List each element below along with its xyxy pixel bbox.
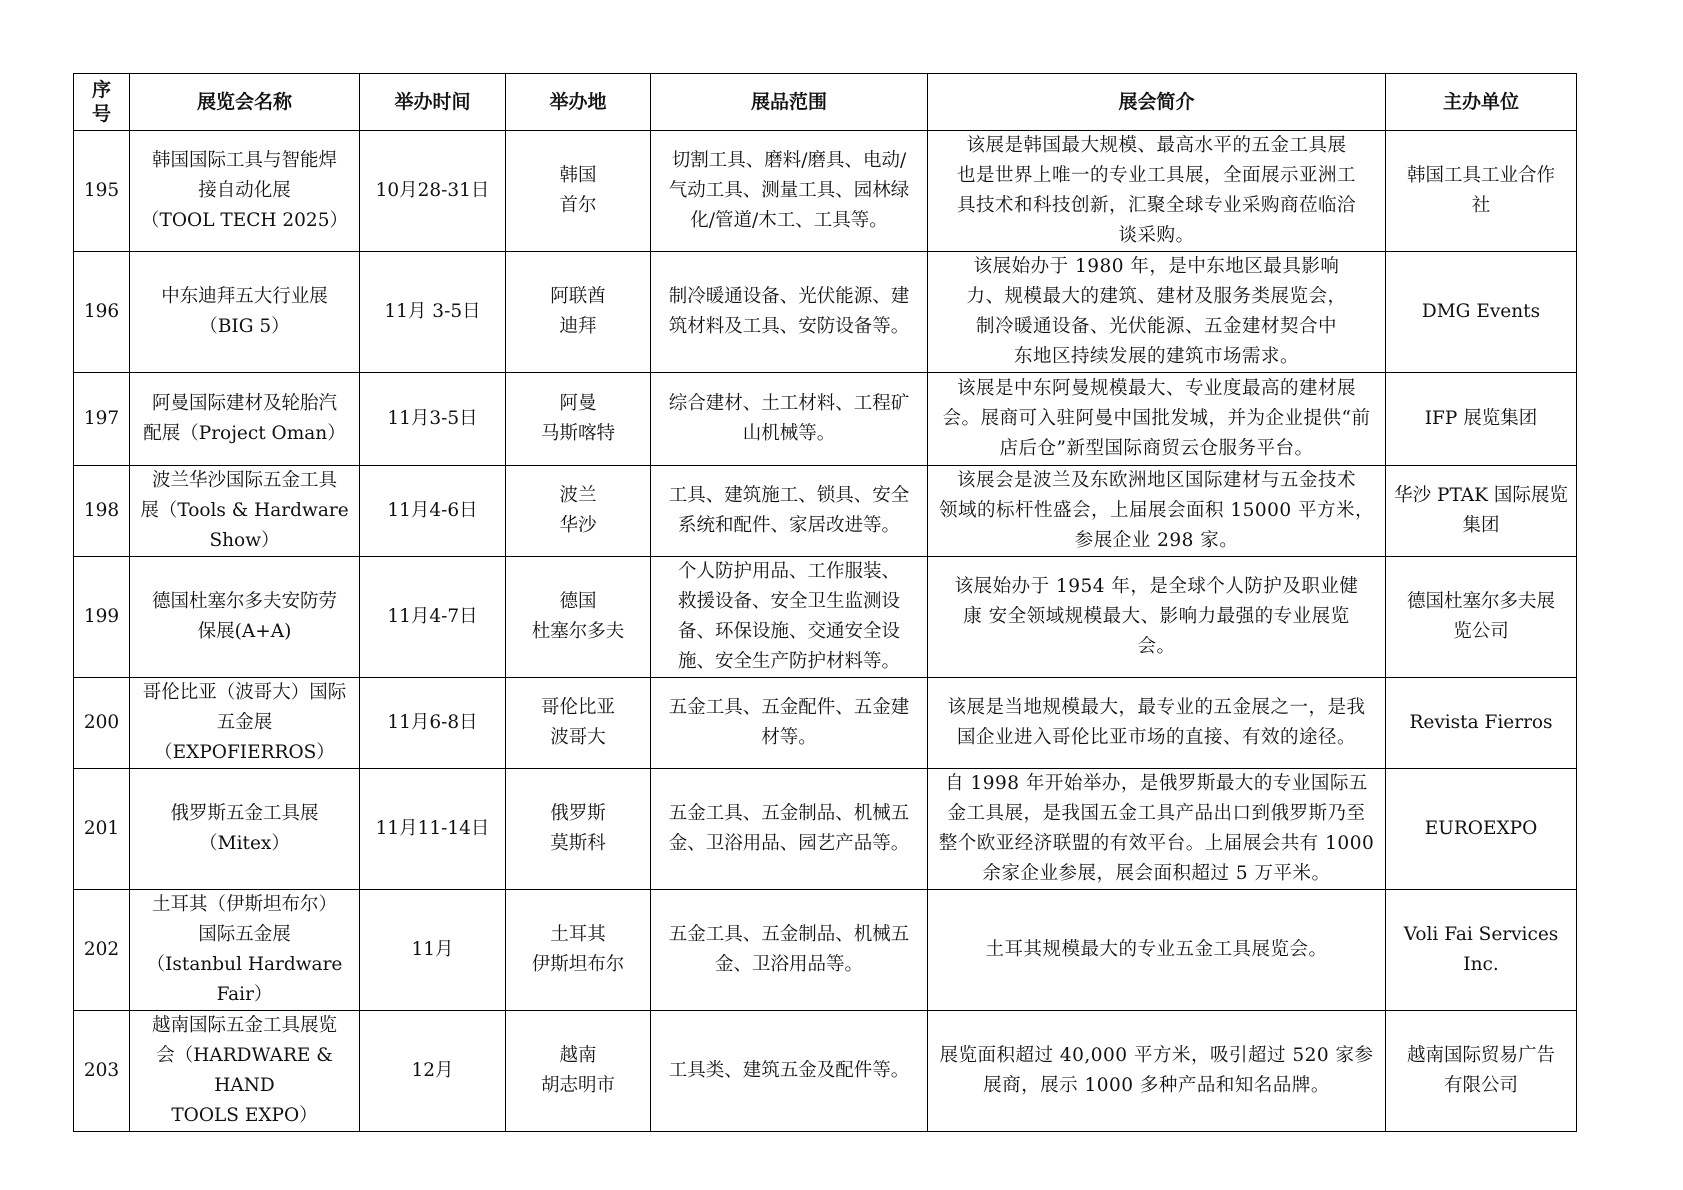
exhibition-name-cell — [130, 131, 360, 252]
cell-text-line: 材等。 — [761, 727, 817, 748]
cell-text-line: 德国杜塞尔多夫展 — [1406, 591, 1555, 612]
venue-cell — [506, 1011, 651, 1132]
cell-text-line: 土耳其 — [550, 924, 606, 945]
cell-text-line: 切割工具、磨料/磨具、电动/ — [671, 150, 907, 171]
cell-text-line: 五金工具、五金配件、五金建 — [668, 697, 910, 718]
cell-text-line: 中东迪拜五大行业展 — [161, 286, 328, 307]
cell-text-line: 该展始办于 1954 年，是全球个人防护及职业健 — [954, 576, 1359, 597]
cell-text-line: 展（Tools & Hardware — [140, 500, 349, 521]
cell-text-line: 五金工具、五金制品、机械五 — [668, 924, 910, 945]
cell-text-line: 会。展商可入驻阿曼中国批发城，并为企业提供“前 — [942, 408, 1371, 429]
cell-text-line: Revista Fierros — [1409, 712, 1553, 733]
product-scope-cell — [651, 466, 928, 557]
exhibition-table — [73, 73, 1577, 1132]
cell-text-line: Inc. — [1463, 954, 1499, 975]
cell-text-line: 工具类、建筑五金及配件等。 — [668, 1060, 910, 1081]
cell-text-line: 个人防护用品、工作服装、 — [677, 561, 900, 582]
header-venue: 举办地 — [506, 74, 651, 131]
table-row — [74, 890, 1577, 1011]
organizer-cell — [1386, 373, 1577, 466]
cell-text-line: 该展是中东阿曼规模最大、专业度最高的建材展 — [956, 378, 1356, 399]
cell-text-line: 工具、建筑施工、锁具、安全 — [668, 485, 910, 506]
cell-text-line: 东地区持续发展的建筑市场需求。 — [1013, 346, 1299, 367]
header-serial-number: 序号 — [74, 74, 130, 131]
product-scope-cell — [651, 769, 928, 890]
serial-number-cell: 202 — [74, 890, 130, 1011]
cell-text-line: 国企业进入哥伦比亚市场的直接、有效的途径。 — [956, 727, 1356, 748]
cell-text-line: 土耳其（伊斯坦布尔） — [151, 894, 337, 915]
cell-text-line: 越南国际贸易广告 — [1406, 1045, 1555, 1066]
cell-text-line: 自 1998 年开始举办，是俄罗斯最大的专业国际五 — [945, 773, 1368, 794]
cell-text-line: DMG Events — [1421, 301, 1541, 322]
header-product-scope: 展品范围 — [651, 74, 928, 131]
cell-text-line: 会（HARDWARE & HAND — [156, 1045, 333, 1096]
product-scope-cell — [651, 131, 928, 252]
header-row — [74, 74, 1577, 131]
cell-text-line: 余家企业参展，展会面积超过 5 万平米。 — [982, 863, 1331, 884]
cell-text-line: 华沙 PTAK 国际展览 — [1394, 485, 1568, 506]
cell-text-line: 筑材料及工具、安防设备等。 — [668, 316, 910, 337]
exhibition-name-cell — [130, 678, 360, 769]
cell-text-line: Voli Fai Services — [1403, 924, 1559, 945]
serial-number-cell: 197 — [74, 373, 130, 466]
cell-text-line: 该展是韩国最大规模、最高水平的五金工具展 — [966, 135, 1347, 156]
cell-text-line: 哥伦比亚（波哥大）国际 — [142, 682, 347, 703]
organizer-cell — [1386, 769, 1577, 890]
date-cell: 10月28-31日 — [360, 131, 506, 252]
date-cell: 12月 — [360, 1011, 506, 1132]
cell-text-line: 越南 — [559, 1045, 597, 1066]
cell-text-line: 阿联酋 — [550, 286, 606, 307]
cell-text-line: 康 安全领域规模最大、影响力最强的专业展览 — [963, 606, 1350, 627]
header-exhibition-name: 展览会名称 — [130, 74, 360, 131]
introduction-cell — [928, 769, 1386, 890]
cell-text-line: （Istanbul Hardware — [146, 954, 343, 975]
product-scope-cell — [651, 252, 928, 373]
cell-text-line: 首尔 — [559, 195, 597, 216]
cell-text-line: 力、规模最大的建筑、建材及服务类展览会， — [966, 286, 1347, 307]
cell-text-line: 社 — [1471, 195, 1491, 216]
cell-text-line: 迪拜 — [559, 316, 597, 337]
serial-number-cell: 200 — [74, 678, 130, 769]
exhibition-name-cell — [130, 466, 360, 557]
cell-text-line: 五金工具、五金制品、机械五 — [668, 803, 910, 824]
cell-text-line: IFP 展览集团 — [1424, 408, 1538, 429]
organizer-cell — [1386, 557, 1577, 678]
cell-text-line: 该展会是波兰及东欧洲地区国际建材与五金技术 — [956, 470, 1356, 491]
product-scope-cell — [651, 678, 928, 769]
venue-cell — [506, 557, 651, 678]
cell-text-line: 制冷暖通设备、光伏能源、五金建材契合中 — [975, 316, 1337, 337]
cell-text-line: 俄罗斯 — [550, 803, 606, 824]
organizer-cell — [1386, 466, 1577, 557]
cell-text-line: 集团 — [1462, 515, 1500, 536]
cell-text-line: 会。 — [1137, 636, 1176, 657]
table-row — [74, 373, 1577, 466]
cell-text-line: 气动工具、测量工具、园林绿 — [668, 180, 910, 201]
organizer-cell — [1386, 131, 1577, 252]
cell-text-line: 整个欧亚经济联盟的有效平台。上届展会共有 1000 — [938, 833, 1375, 854]
cell-text-line: 韩国国际工具与智能焊 — [151, 150, 337, 171]
cell-text-line: 土耳其规模最大的专业五金工具展览会。 — [985, 939, 1328, 960]
cell-text-line: 具技术和科技创新，汇聚全球专业采购商莅临洽 — [956, 195, 1356, 216]
date-cell: 11月11-14日 — [360, 769, 506, 890]
table-row — [74, 1011, 1577, 1132]
date-cell: 11月3-5日 — [360, 373, 506, 466]
cell-text-line: 五金展（EXPOFIERROS） — [154, 712, 335, 763]
cell-text-line: 阿曼 — [559, 393, 597, 414]
date-cell: 11月 3-5日 — [360, 252, 506, 373]
cell-text-line: 德国杜塞尔多夫安防劳 — [151, 591, 337, 612]
venue-cell — [506, 769, 651, 890]
exhibition-name-cell — [130, 769, 360, 890]
cell-text-line: 胡志明市 — [540, 1075, 615, 1096]
cell-text-line: （BIG 5） — [199, 316, 290, 337]
exhibition-name-cell — [130, 252, 360, 373]
cell-text-line: 杜塞尔多夫 — [531, 621, 625, 642]
cell-text-line: 山机械等。 — [742, 423, 836, 444]
date-cell: 11月4-6日 — [360, 466, 506, 557]
cell-text-line: 也是世界上唯一的专业工具展，全面展示亚洲工 — [956, 165, 1356, 186]
cell-text-line: 波兰华沙国际五金工具 — [151, 470, 337, 491]
cell-text-line: 该展始办于 1980 年，是中东地区最具影响 — [973, 256, 1340, 277]
serial-number-cell: 195 — [74, 131, 130, 252]
table-row — [74, 252, 1577, 373]
serial-number-cell: 198 — [74, 466, 130, 557]
cell-text-line: 救援设备、安全卫生监测设 — [677, 591, 900, 612]
cell-text-line: TOOLS EXPO） — [171, 1105, 318, 1126]
cell-text-line: 展商，展示 1000 多种产品和知名品牌。 — [983, 1075, 1330, 1096]
cell-text-line: 化/管道/木工、工具等。 — [690, 210, 888, 231]
introduction-cell — [928, 890, 1386, 1011]
venue-cell — [506, 890, 651, 1011]
date-cell: 11月6-8日 — [360, 678, 506, 769]
cell-text-line: 波哥大 — [550, 727, 606, 748]
cell-text-line: 施、安全生产防护材料等。 — [677, 651, 900, 672]
cell-text-line: 阿曼国际建材及轮胎汽 — [151, 393, 337, 414]
serial-number-cell: 201 — [74, 769, 130, 890]
cell-text-line: 店后仓”新型国际商贸云仓服务平台。 — [999, 438, 1314, 459]
cell-text-line: （Mitex） — [199, 833, 290, 854]
serial-number-cell: 203 — [74, 1011, 130, 1132]
cell-text-line: 谈采购。 — [1118, 225, 1195, 246]
cell-text-line: 波兰 — [559, 485, 597, 506]
organizer-cell — [1386, 678, 1577, 769]
table-row — [74, 678, 1577, 769]
date-cell: 11月 — [360, 890, 506, 1011]
cell-text-line: EUROEXPO — [1424, 818, 1538, 839]
exhibition-name-cell — [130, 1011, 360, 1132]
cell-text-line: （TOOL TECH 2025） — [141, 210, 348, 231]
cell-text-line: 伊斯坦布尔 — [531, 954, 625, 975]
table-row — [74, 131, 1577, 252]
table-row — [74, 466, 1577, 557]
date-cell: 11月4-7日 — [360, 557, 506, 678]
cell-text-line: 金、卫浴用品等。 — [714, 954, 863, 975]
product-scope-cell — [651, 557, 928, 678]
organizer-cell — [1386, 890, 1577, 1011]
introduction-cell — [928, 373, 1386, 466]
header-organizer: 主办单位 — [1386, 74, 1577, 131]
exhibition-name-cell — [130, 890, 360, 1011]
introduction-cell — [928, 252, 1386, 373]
exhibition-name-cell — [130, 557, 360, 678]
serial-number-cell: 199 — [74, 557, 130, 678]
introduction-cell — [928, 678, 1386, 769]
cell-text-line: 俄罗斯五金工具展 — [170, 803, 319, 824]
cell-text-line: 系统和配件、家居改进等。 — [677, 515, 900, 536]
introduction-cell — [928, 131, 1386, 252]
venue-cell — [506, 373, 651, 466]
cell-text-line: 马斯喀特 — [540, 423, 615, 444]
cell-text-line: 莫斯科 — [550, 833, 606, 854]
cell-text-line: 华沙 — [559, 515, 597, 536]
cell-text-line: 国际五金展 — [198, 924, 291, 945]
organizer-cell — [1386, 1011, 1577, 1132]
cell-text-line: 配展（Project Oman） — [143, 423, 346, 444]
header-date: 举办时间 — [360, 74, 506, 131]
cell-text-line: 韩国工具工业合作 — [1406, 165, 1555, 186]
cell-text-line: 该展是当地规模最大，最专业的五金展之一，是我 — [947, 697, 1366, 718]
organizer-cell — [1386, 252, 1577, 373]
venue-cell — [506, 131, 651, 252]
introduction-cell — [928, 466, 1386, 557]
table-row — [74, 769, 1577, 890]
header-introduction: 展会简介 — [928, 74, 1386, 131]
serial-number-cell: 196 — [74, 252, 130, 373]
cell-text-line: 参展企业 298 家。 — [1074, 530, 1239, 551]
cell-text-line: 保展(A+A) — [197, 621, 292, 642]
exhibition-name-cell — [130, 373, 360, 466]
table-row — [74, 557, 1577, 678]
cell-text-line: Show） — [209, 530, 280, 551]
introduction-cell — [928, 1011, 1386, 1132]
cell-text-line: 接自动化展 — [198, 180, 291, 201]
cell-text-line: 展览面积超过 40,000 平方米，吸引超过 520 家参 — [939, 1045, 1374, 1066]
product-scope-cell — [651, 1011, 928, 1132]
cell-text-line: 金、卫浴用品、园艺产品等。 — [668, 833, 910, 854]
venue-cell — [506, 678, 651, 769]
cell-text-line: 越南国际五金工具展览 — [151, 1015, 337, 1036]
cell-text-line: 金工具展，是我国五金工具产品出口到俄罗斯乃至 — [947, 803, 1366, 824]
cell-text-line: 备、环保设施、交通安全设 — [677, 621, 900, 642]
venue-cell — [506, 252, 651, 373]
cell-text-line: 览公司 — [1453, 621, 1509, 642]
cell-text-line: 综合建材、土工材料、工程矿 — [668, 393, 910, 414]
cell-text-line: 领域的标杆性盛会，上届展会面积 15000 平方米， — [938, 500, 1375, 521]
cell-text-line: 韩国 — [559, 165, 597, 186]
cell-text-line: 制冷暖通设备、光伏能源、建 — [668, 286, 910, 307]
product-scope-cell — [651, 373, 928, 466]
introduction-cell — [928, 557, 1386, 678]
product-scope-cell — [651, 890, 928, 1011]
venue-cell — [506, 466, 651, 557]
cell-text-line: 有限公司 — [1443, 1075, 1518, 1096]
cell-text-line: Fair） — [216, 984, 273, 1005]
cell-text-line: 哥伦比亚 — [540, 697, 615, 718]
cell-text-line: 德国 — [559, 591, 597, 612]
